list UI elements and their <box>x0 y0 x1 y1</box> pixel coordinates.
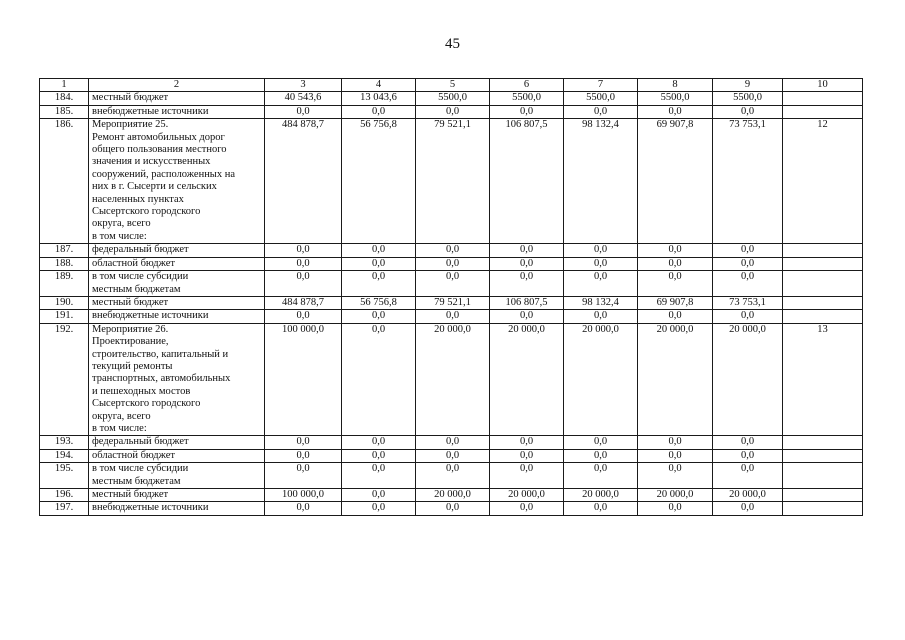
row-name: внебюджетные источники <box>89 105 265 118</box>
value-cell: 20 000,0 <box>638 489 713 502</box>
value-cell: 0,0 <box>638 436 713 449</box>
value-cell: 0,0 <box>564 463 638 489</box>
value-cell: 0,0 <box>342 271 416 297</box>
value-cell: 0,0 <box>490 502 564 515</box>
value-cell: 106 807,5 <box>490 296 564 309</box>
row-name: федеральный бюджет <box>89 244 265 257</box>
col10-cell <box>783 463 863 489</box>
value-cell: 0,0 <box>638 449 713 462</box>
row-number: 195. <box>40 463 89 489</box>
value-cell: 73 753,1 <box>713 119 783 244</box>
row-number: 194. <box>40 449 89 462</box>
row-number: 188. <box>40 257 89 270</box>
row-number: 191. <box>40 310 89 323</box>
row-number: 193. <box>40 436 89 449</box>
value-cell: 0,0 <box>490 271 564 297</box>
col10-cell <box>783 244 863 257</box>
col10-cell <box>783 310 863 323</box>
value-cell: 0,0 <box>638 463 713 489</box>
value-cell: 0,0 <box>342 436 416 449</box>
table-row <box>40 449 863 462</box>
value-cell: 20 000,0 <box>564 323 638 436</box>
value-cell: 0,0 <box>713 310 783 323</box>
value-cell: 0,0 <box>490 310 564 323</box>
value-cell: 98 132,4 <box>564 296 638 309</box>
value-cell: 106 807,5 <box>490 119 564 244</box>
value-cell: 0,0 <box>416 271 490 297</box>
column-header-7: 7 <box>564 79 638 92</box>
budget-table <box>39 78 863 516</box>
value-cell: 20 000,0 <box>713 323 783 436</box>
column-header-9: 9 <box>713 79 783 92</box>
value-cell: 5500,0 <box>490 92 564 105</box>
value-cell: 0,0 <box>713 271 783 297</box>
value-cell: 56 756,8 <box>342 296 416 309</box>
col10-cell <box>783 502 863 515</box>
row-number: 196. <box>40 489 89 502</box>
value-cell: 0,0 <box>342 449 416 462</box>
value-cell: 0,0 <box>265 310 342 323</box>
col10-cell <box>783 436 863 449</box>
table-row <box>40 271 863 297</box>
row-number: 185. <box>40 105 89 118</box>
row-name: в том числе субсидии местным бюджетам <box>89 271 265 297</box>
value-cell: 0,0 <box>342 257 416 270</box>
column-header-1: 1 <box>40 79 89 92</box>
row-name: в том числе субсидии местным бюджетам <box>89 463 265 489</box>
table-row <box>40 119 863 244</box>
col10-cell: 13 <box>783 323 863 436</box>
row-number: 186. <box>40 119 89 244</box>
table-row <box>40 310 863 323</box>
value-cell: 0,0 <box>564 271 638 297</box>
value-cell: 0,0 <box>490 449 564 462</box>
value-cell: 5500,0 <box>416 92 490 105</box>
table-row <box>40 323 863 436</box>
row-number: 190. <box>40 296 89 309</box>
value-cell: 69 907,8 <box>638 119 713 244</box>
value-cell: 0,0 <box>564 244 638 257</box>
value-cell: 0,0 <box>265 244 342 257</box>
row-name: местный бюджет <box>89 489 265 502</box>
value-cell: 20 000,0 <box>564 489 638 502</box>
value-cell: 0,0 <box>342 502 416 515</box>
header-row <box>40 79 863 92</box>
table-row <box>40 296 863 309</box>
row-name: областной бюджет <box>89 449 265 462</box>
value-cell: 0,0 <box>564 502 638 515</box>
col10-cell <box>783 271 863 297</box>
value-cell: 100 000,0 <box>265 323 342 436</box>
value-cell: 0,0 <box>416 105 490 118</box>
value-cell: 40 543,6 <box>265 92 342 105</box>
value-cell: 0,0 <box>638 105 713 118</box>
column-header-3: 3 <box>265 79 342 92</box>
value-cell: 0,0 <box>638 257 713 270</box>
table-row <box>40 502 863 515</box>
value-cell: 100 000,0 <box>265 489 342 502</box>
value-cell: 0,0 <box>342 310 416 323</box>
value-cell: 5500,0 <box>564 92 638 105</box>
value-cell: 5500,0 <box>713 92 783 105</box>
table-row <box>40 489 863 502</box>
value-cell: 0,0 <box>490 244 564 257</box>
col10-cell <box>783 257 863 270</box>
value-cell: 20 000,0 <box>416 323 490 436</box>
value-cell: 0,0 <box>265 105 342 118</box>
table-row <box>40 244 863 257</box>
row-name: Мероприятие 25. Ремонт автомобильных дорог общего пользования местного значения и искусственных сооружений, расположенных на них в г. Сысерти и сельских населенных пунктах Сысертского городского округа, всего в том числе: <box>89 119 265 244</box>
value-cell: 484 878,7 <box>265 296 342 309</box>
value-cell: 0,0 <box>265 502 342 515</box>
value-cell: 0,0 <box>638 502 713 515</box>
col10-cell: 12 <box>783 119 863 244</box>
value-cell: 0,0 <box>265 257 342 270</box>
value-cell: 0,0 <box>564 105 638 118</box>
value-cell: 0,0 <box>416 463 490 489</box>
value-cell: 20 000,0 <box>713 489 783 502</box>
value-cell: 484 878,7 <box>265 119 342 244</box>
value-cell: 0,0 <box>416 244 490 257</box>
value-cell: 0,0 <box>638 310 713 323</box>
col10-cell <box>783 92 863 105</box>
value-cell: 0,0 <box>713 244 783 257</box>
value-cell: 0,0 <box>713 436 783 449</box>
row-name: местный бюджет <box>89 296 265 309</box>
value-cell: 56 756,8 <box>342 119 416 244</box>
value-cell: 0,0 <box>713 257 783 270</box>
column-header-8: 8 <box>638 79 713 92</box>
column-header-4: 4 <box>342 79 416 92</box>
value-cell: 0,0 <box>265 271 342 297</box>
column-header-10: 10 <box>783 79 863 92</box>
value-cell: 0,0 <box>265 449 342 462</box>
row-name: Мероприятие 26. Проектирование, строительство, капитальный и текущий ремонты транспортных, автомобильных и пешеходных мостов Сысертского городского округа, всего в том числе: <box>89 323 265 436</box>
page-number: 45 <box>445 36 460 52</box>
value-cell: 0,0 <box>342 105 416 118</box>
value-cell: 20 000,0 <box>490 489 564 502</box>
row-name: федеральный бюджет <box>89 436 265 449</box>
value-cell: 0,0 <box>713 463 783 489</box>
col10-cell <box>783 449 863 462</box>
col10-cell <box>783 489 863 502</box>
value-cell: 0,0 <box>416 449 490 462</box>
row-name: внебюджетные источники <box>89 502 265 515</box>
row-number: 197. <box>40 502 89 515</box>
value-cell: 0,0 <box>342 323 416 436</box>
value-cell: 0,0 <box>265 436 342 449</box>
column-header-5: 5 <box>416 79 490 92</box>
value-cell: 20 000,0 <box>490 323 564 436</box>
value-cell: 0,0 <box>490 257 564 270</box>
value-cell: 0,0 <box>564 449 638 462</box>
value-cell: 0,0 <box>564 257 638 270</box>
value-cell: 0,0 <box>638 244 713 257</box>
table-row <box>40 463 863 489</box>
col10-cell <box>783 296 863 309</box>
row-number: 192. <box>40 323 89 436</box>
value-cell: 69 907,8 <box>638 296 713 309</box>
col10-cell <box>783 105 863 118</box>
value-cell: 0,0 <box>490 463 564 489</box>
value-cell: 0,0 <box>490 436 564 449</box>
value-cell: 0,0 <box>638 271 713 297</box>
value-cell: 0,0 <box>490 105 564 118</box>
value-cell: 13 043,6 <box>342 92 416 105</box>
table-row <box>40 105 863 118</box>
value-cell: 0,0 <box>342 244 416 257</box>
value-cell: 0,0 <box>713 105 783 118</box>
row-name: внебюджетные источники <box>89 310 265 323</box>
column-header-6: 6 <box>490 79 564 92</box>
value-cell: 0,0 <box>416 436 490 449</box>
value-cell: 0,0 <box>342 463 416 489</box>
value-cell: 0,0 <box>564 436 638 449</box>
value-cell: 0,0 <box>713 449 783 462</box>
value-cell: 73 753,1 <box>713 296 783 309</box>
value-cell: 79 521,1 <box>416 119 490 244</box>
row-name: областной бюджет <box>89 257 265 270</box>
value-cell: 0,0 <box>416 257 490 270</box>
value-cell: 0,0 <box>342 489 416 502</box>
value-cell: 79 521,1 <box>416 296 490 309</box>
value-cell: 0,0 <box>416 502 490 515</box>
value-cell: 0,0 <box>265 463 342 489</box>
value-cell: 0,0 <box>564 310 638 323</box>
row-number: 184. <box>40 92 89 105</box>
row-number: 189. <box>40 271 89 297</box>
value-cell: 20 000,0 <box>638 323 713 436</box>
table-row <box>40 436 863 449</box>
row-name: местный бюджет <box>89 92 265 105</box>
row-number: 187. <box>40 244 89 257</box>
table-row <box>40 92 863 105</box>
table-row <box>40 257 863 270</box>
value-cell: 98 132,4 <box>564 119 638 244</box>
value-cell: 0,0 <box>713 502 783 515</box>
value-cell: 5500,0 <box>638 92 713 105</box>
value-cell: 0,0 <box>416 310 490 323</box>
value-cell: 20 000,0 <box>416 489 490 502</box>
column-header-2: 2 <box>89 79 265 92</box>
